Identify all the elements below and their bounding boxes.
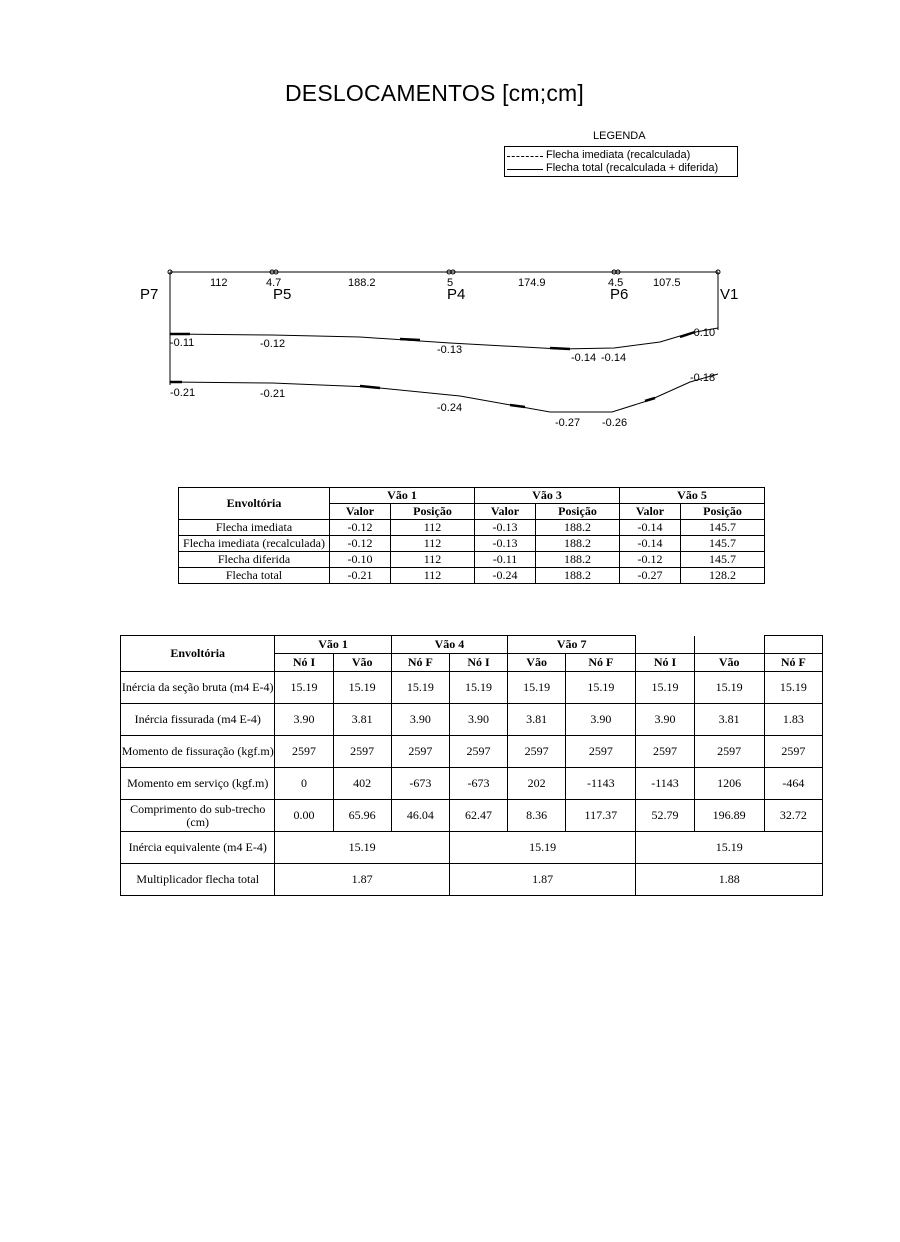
table-cell: 188.2 [536, 520, 620, 536]
column-header: Nó I [449, 654, 507, 672]
table-corner-header: Envoltória [121, 636, 275, 672]
table-cell: 2597 [636, 736, 694, 768]
table-cell: 15.19 [764, 672, 822, 704]
total-deflection-label: -0.24 [437, 402, 463, 414]
table-cell: 145.7 [681, 536, 765, 552]
span-length-label: 188.2 [348, 277, 376, 289]
table-cell: 202 [508, 768, 566, 800]
column-header: Nó F [391, 654, 449, 672]
table-cell: 15.19 [391, 672, 449, 704]
group-header: Vão 4 [391, 636, 507, 654]
table-row [121, 800, 823, 832]
legend-box [504, 146, 738, 177]
total-deflection-label: -0.27 [555, 417, 581, 429]
table-cell: 3.81 [508, 704, 566, 736]
legend-title: LEGENDA [593, 130, 646, 142]
row-label: Inércia fissurada (m4 E-4) [121, 704, 275, 736]
group-header: Vão 3 [475, 488, 620, 504]
table-row [179, 520, 765, 536]
support-label: V1 [720, 286, 739, 303]
table-cell: 15.19 [449, 672, 507, 704]
table-cell: -0.21 [330, 568, 391, 584]
span-length-label: 4.7 [266, 277, 282, 289]
blank-header-cell [636, 636, 694, 654]
row-label: Flecha imediata (recalculada) [179, 536, 330, 552]
row-label: Flecha imediata [179, 520, 330, 536]
table-cell: 188.2 [536, 536, 620, 552]
column-header: Nó F [566, 654, 636, 672]
table-cell: -0.12 [330, 536, 391, 552]
immediate-deflection-label: -0.12 [260, 338, 286, 350]
table-cell: -0.13 [475, 520, 536, 536]
row-label: Inércia equivalente (m4 E-4) [121, 832, 275, 864]
support-label: P6 [610, 286, 629, 303]
table-cell: -0.13 [475, 536, 536, 552]
table-row [121, 864, 823, 896]
row-label: Inércia da seção bruta (m4 E-4) [121, 672, 275, 704]
total-deflection-marks [170, 382, 655, 407]
table-cell: -0.12 [330, 520, 391, 536]
column-header: Posição [681, 504, 765, 520]
table-cell: -0.27 [620, 568, 681, 584]
immediate-deflection-label: -0.13 [437, 344, 463, 356]
table-cell: 0.00 [275, 800, 333, 832]
table-cell: 3.90 [636, 704, 694, 736]
legend-item-label: Flecha imediata (recalculada) [546, 149, 691, 161]
merged-cell: 1.88 [636, 864, 823, 896]
span-length-label: 107.5 [653, 277, 681, 289]
table-cell: 3.90 [391, 704, 449, 736]
total-deflection-label: -0.21 [260, 388, 286, 400]
envelope-table-deflections [178, 487, 765, 584]
table-cell: 3.90 [566, 704, 636, 736]
support-label: P5 [273, 286, 292, 303]
merged-cell: 1.87 [275, 864, 449, 896]
table-cell: 52.79 [636, 800, 694, 832]
table-cell: 402 [333, 768, 391, 800]
row-label: Momento de fissuração (kgf.m) [121, 736, 275, 768]
table-cell: 2597 [275, 736, 333, 768]
table-cell: 1206 [694, 768, 764, 800]
table-cell: 2597 [566, 736, 636, 768]
table-cell: 32.72 [764, 800, 822, 832]
row-label: Comprimento do sub-trecho (cm) [121, 800, 275, 832]
table-cell: 3.81 [694, 704, 764, 736]
table-cell: -1143 [636, 768, 694, 800]
deflection-diagram [130, 255, 750, 435]
row-label: Momento em serviço (kgf.m) [121, 768, 275, 800]
column-header: Nó I [636, 654, 694, 672]
column-header: Valor [475, 504, 536, 520]
blank-header-cell [764, 636, 822, 654]
table-cell: 1.83 [764, 704, 822, 736]
group-header: Vão 1 [275, 636, 391, 654]
table-corner-header: Envoltória [179, 488, 330, 520]
page-title: DESLOCAMENTOS [cm;cm] [285, 80, 584, 106]
merged-cell: 15.19 [449, 832, 636, 864]
span-length-label: 112 [210, 277, 228, 289]
table-cell: 112 [391, 568, 475, 584]
table-cell: 15.19 [508, 672, 566, 704]
table-cell: 15.19 [566, 672, 636, 704]
span-length-label: 174.9 [518, 277, 546, 289]
immediate-deflection-label: -0.10 [690, 327, 716, 339]
support-label: P7 [140, 286, 159, 303]
column-header: Posição [391, 504, 475, 520]
table-row [179, 568, 765, 584]
total-deflection-label: -0.26 [602, 417, 628, 429]
table-cell: 3.90 [449, 704, 507, 736]
group-header: Vão 7 [508, 636, 636, 654]
column-header: Vão [694, 654, 764, 672]
immediate-deflection-label: -0.11 [170, 337, 195, 349]
legend-item-immediate [507, 149, 737, 162]
column-header: Vão [333, 654, 391, 672]
column-header: Vão [508, 654, 566, 672]
row-label: Flecha total [179, 568, 330, 584]
support-label: P4 [447, 286, 466, 303]
table-cell: -0.11 [475, 552, 536, 568]
table-row [179, 536, 765, 552]
table-cell: 112 [391, 536, 475, 552]
table-cell: -0.24 [475, 568, 536, 584]
table-cell: -0.12 [620, 552, 681, 568]
table-cell: 2597 [694, 736, 764, 768]
group-header: Vão 5 [620, 488, 765, 504]
row-label: Flecha diferida [179, 552, 330, 568]
table-cell: 128.2 [681, 568, 765, 584]
column-header: Posição [536, 504, 620, 520]
table-cell: 0 [275, 768, 333, 800]
table-cell: 2597 [764, 736, 822, 768]
table-row [121, 832, 823, 864]
column-header: Valor [330, 504, 391, 520]
total-deflection-label: -0.21 [170, 387, 196, 399]
table-row [121, 672, 823, 704]
table-cell: -0.10 [330, 552, 391, 568]
column-header: Nó I [275, 654, 333, 672]
merged-cell: 15.19 [275, 832, 449, 864]
immediate-deflection-label: -0.14 [601, 352, 627, 364]
table-cell: -0.14 [620, 536, 681, 552]
column-header: Valor [620, 504, 681, 520]
table-cell: 196.89 [694, 800, 764, 832]
table-cell: 2597 [449, 736, 507, 768]
table-cell: 188.2 [536, 552, 620, 568]
legend-item-total [507, 162, 737, 175]
solid-line-swatch [507, 169, 543, 170]
table-cell: 117.37 [566, 800, 636, 832]
table-cell: -673 [449, 768, 507, 800]
table-cell: 188.2 [536, 568, 620, 584]
table-cell: 15.19 [275, 672, 333, 704]
table-row [121, 736, 823, 768]
legend-item-label: Flecha total (recalculada + diferida) [546, 162, 719, 174]
span-length-label: 4.5 [608, 277, 624, 289]
merged-cell: 1.87 [449, 864, 636, 896]
table-cell: -1143 [566, 768, 636, 800]
table-cell: 46.04 [391, 800, 449, 832]
merged-cell: 15.19 [636, 832, 823, 864]
table-body [179, 520, 765, 584]
table-cell: 145.7 [681, 520, 765, 536]
table-row [121, 704, 823, 736]
total-deflection-label: -0.18 [690, 372, 716, 384]
row-label: Multiplicador flecha total [121, 864, 275, 896]
table-cell: 15.19 [694, 672, 764, 704]
table-row [179, 552, 765, 568]
table-row [121, 768, 823, 800]
table-cell: 65.96 [333, 800, 391, 832]
table-cell: 3.90 [275, 704, 333, 736]
table-cell: -464 [764, 768, 822, 800]
table-cell: 112 [391, 552, 475, 568]
table-cell: 3.81 [333, 704, 391, 736]
table-cell: 15.19 [333, 672, 391, 704]
table-body [121, 672, 823, 896]
immediate-deflection-label: -0.14 [571, 352, 597, 364]
span-length-label: 5 [447, 277, 454, 289]
table-cell: 8.36 [508, 800, 566, 832]
blank-header-cell [694, 636, 764, 654]
table-cell: -0.14 [620, 520, 681, 536]
dashed-line-swatch [507, 156, 543, 157]
table-cell: 62.47 [449, 800, 507, 832]
table-cell: 2597 [391, 736, 449, 768]
envelope-table-inertia [120, 635, 823, 896]
table-cell: 112 [391, 520, 475, 536]
table-cell: 145.7 [681, 552, 765, 568]
group-header: Vão 1 [330, 488, 475, 504]
table-cell: -673 [391, 768, 449, 800]
table-cell: 2597 [508, 736, 566, 768]
table-cell: 2597 [333, 736, 391, 768]
table-cell: 15.19 [636, 672, 694, 704]
column-header: Nó F [764, 654, 822, 672]
